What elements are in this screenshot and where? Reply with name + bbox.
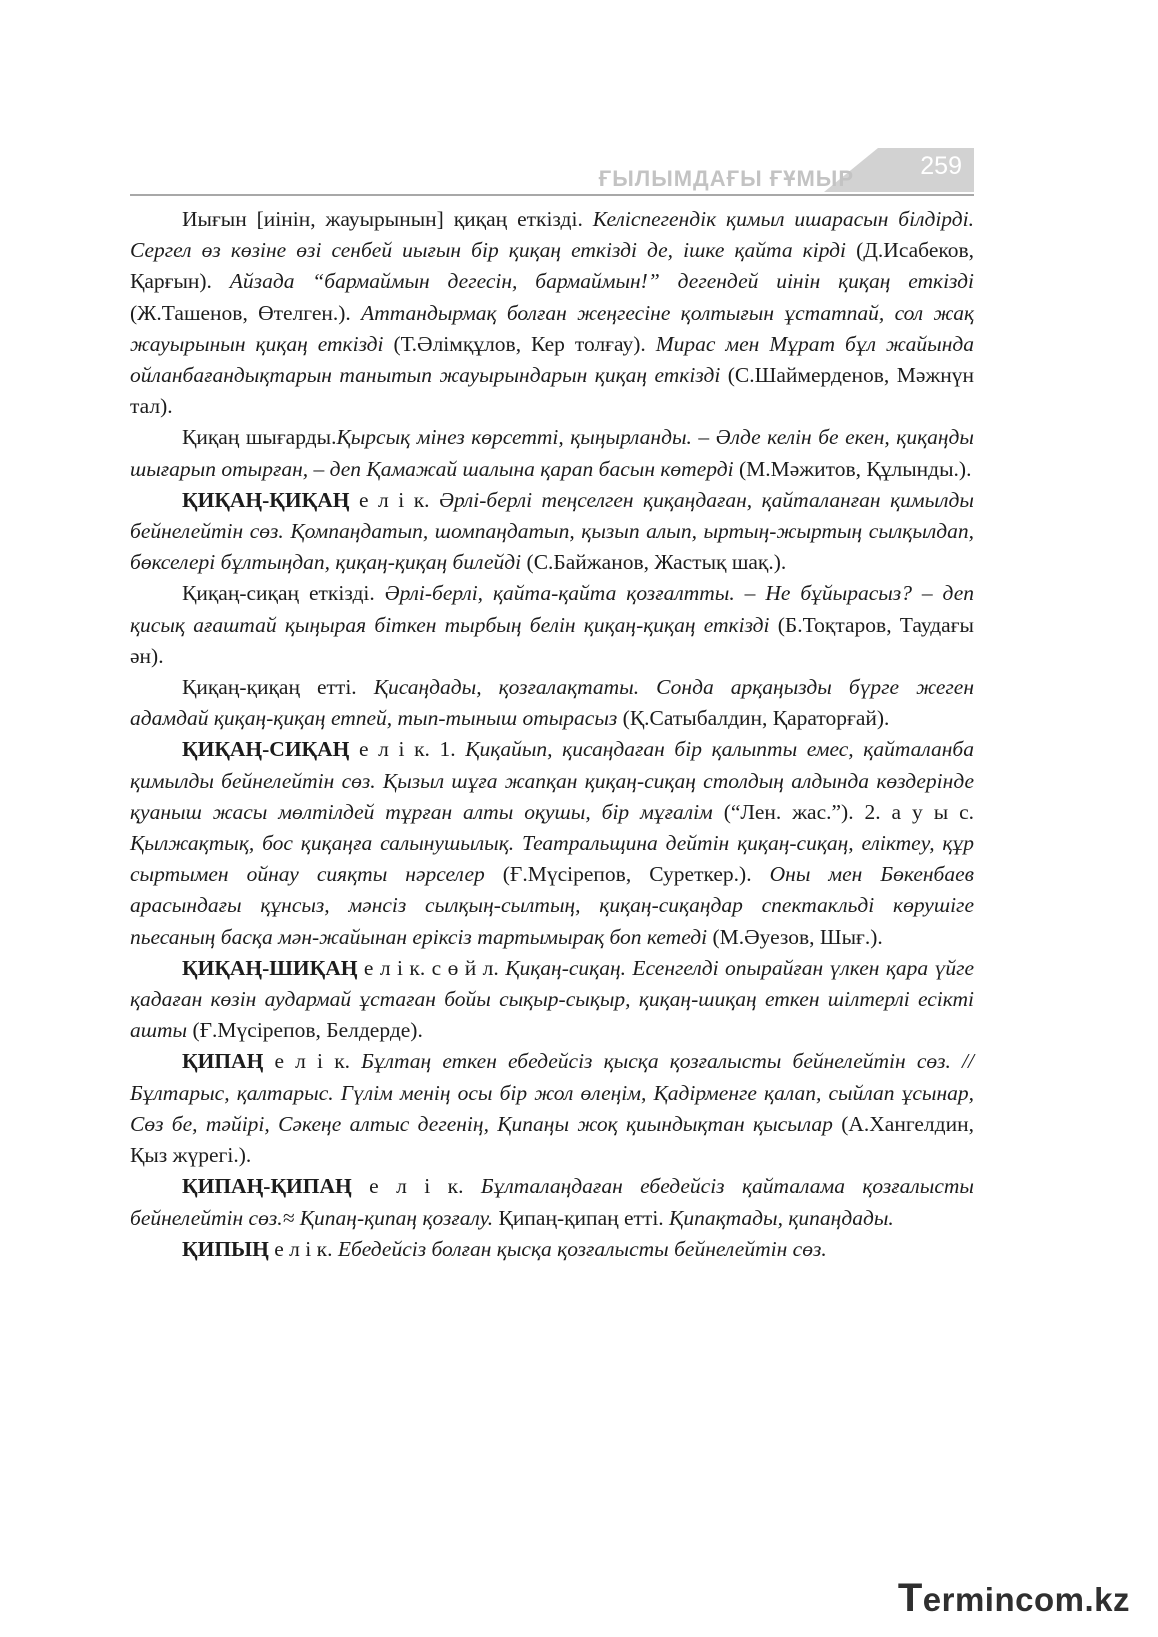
plain-text: (А.Хангелдин, Қыз жүрегі.). [130,1111,974,1168]
dictionary-paragraph [130,953,974,1047]
header-rule [130,194,974,196]
plain-text: (Ж.Ташенов, Өтелген.). [130,300,362,325]
headword: ҚИПАҢ-ҚИПАҢ [182,1174,352,1199]
plain-text: е л і к. с ө й л. [357,955,506,980]
dictionary-paragraph [130,1171,974,1233]
site-watermark: Termincom.kz [897,1576,1130,1620]
illustrative-text: Қипақтады, қипаңдады. [669,1205,894,1230]
plain-text: (С.Шаймерденов, Мәжнүн тал). [130,363,974,419]
dictionary-paragraph [130,485,974,579]
illustrative-text: Аттандырмақ болған жеңгесіне қолтығын ұстатпай, сол жақ жауырынын қиқаң еткізді [130,300,974,356]
plain-text: (Ғ.Мүсірепов, Суреткер.). [484,862,770,887]
illustrative-text: Мирас мен Мұрат бұл жайында ойланбағандықтарын танытып жауырындарын қиқаң еткізді [130,331,974,388]
illustrative-text: Келіспегендік қимыл ишарасын білдірді. Сергел өз көзіне өзі сенбей иығын бір қиқаң еткізді де, ішке қайта кірді [130,207,974,263]
headword: ҚИПЫҢ [182,1236,269,1261]
dictionary-paragraph [130,578,974,672]
running-header [130,148,974,196]
headword: ҚИПАҢ [182,1049,264,1074]
illustrative-text: Айзада “бармаймын дегесін, бармаймын!” дегендей иінін қиқаң еткізді [229,269,975,294]
dictionary-paragraph [130,734,974,952]
page-number: 259 [920,152,962,180]
headword: ҚИҚАҢ-ШИҚАҢ [182,955,358,980]
plain-text: (“Лен. жас.”). 2. а у ы с. [712,799,974,824]
plain-text: (Т.Әлімқұлов, Кер толғау). [383,331,656,356]
illustrative-text: Қиқайып, қисаңдаған бір қалыпты емес, қайталанба қимылды бейнелейтін сөз. Қызыл шұға жапқан қиқаң-сиқаң столдың алдында көздерінде қуаныш жасы мөлтілдей тұрған алты оқушы, бір мұғалім [130,737,974,824]
illustrative-text: Ебедейсіз болған қысқа қозғалысты бейнелейтін сөз. [337,1236,827,1261]
plain-text: (М.Мәжитов, Құлынды.). [733,456,972,481]
plain-text: (С.Байжанов, Жастық шақ.). [521,550,787,575]
illustrative-text: Әрлі-берлі, қайта-қайта қозғалтты. – Не бұйырасыз? – деп қисық ағаштай қыңырая біткен тырбың белін қиқаң-қиқаң еткізді [130,581,974,637]
plain-text: Иығын [иінін, жауырынын] қиқаң еткізді. [182,207,593,231]
plain-text: е л і к. 1. [349,737,466,762]
dictionary-paragraph [130,672,974,734]
dictionary-paragraph [130,204,974,422]
plain-text: (Б.Тоқтаров, Таудағы ән). [130,612,974,668]
headword: ҚИҚАҢ-ҚИҚАҢ [182,487,350,512]
plain-text: е л і к. [268,1236,338,1261]
plain-text: (Д.Исабеков, Қарғын). [130,238,975,294]
plain-text: (М.Әуезов, Шығ.). [707,924,883,949]
headword: ҚИҚАҢ-СИҚАҢ [182,737,350,762]
dictionary-text [130,204,974,1265]
plain-text: е л і к. [263,1049,362,1074]
plain-text: Қипаң-қипаң етті. [493,1205,670,1230]
plain-text: Қиқаң-қиқаң етті. [182,675,374,700]
plain-text: Қиқаң шығарды. [182,425,337,450]
plain-text: е л і к. [351,1174,481,1199]
illustrative-text: Қылжақтық, бос қиқаңға салынушылық. Театральщина дейтін қиқаң-сиқаң, еліктеу, құр сыртымен ойнау сияқты нәрселер [130,831,974,887]
dictionary-paragraph [130,422,974,484]
illustrative-text: Қырсық мінез көрсетті, қыңырланды. – Әлде келін бе екен, қиқаңды шығарып отырған, – деп Қамажай шалына қарап басын көтерді [130,425,974,481]
plain-text: е л і к. [349,487,440,512]
plain-text: (Қ.Сатыбалдин, Қараторғай). [617,706,890,731]
illustrative-text: Әрлі-берлі теңселген қиқаңдаған, қайталанған қимылды бейнелейтін сөз. Қомпаңдатып, шомпаңдатып, қызып алып, ыртың-жыртың сылқылдап, бөкселері бұлтыңдап, қиқаң-қиқаң билейді [130,487,974,575]
illustrative-text: Оны мен Бөкенбаев арасындағы құнсыз, мәнсіз сылқың-сылтың, қиқаң-сиқаңдар спектакльді көрушіге пьесаның басқа мән-жайынан еріксіз тартымырақ боп кетеді [130,862,974,949]
illustrative-text: Қисаңдады, қозғалақтаты. Сонда арқаңызды бүрге жеген адамдай қиқаң-қиқаң етпей, тып-тыныш отырасыз [130,675,974,731]
plain-text: Қиқаң-сиқаң еткізді. [182,581,385,606]
illustrative-text: Бұлталаңдаған ебедейсіз қайталама қозғалысты бейнелейтін сөз.≈ Қипаң-қипаң қозғалу. [130,1174,974,1230]
running-title: ҒЫЛЫМДАҒЫ ҒҰМЫР [598,166,854,191]
illustrative-text: Бұлтаң еткен ебедейсіз қысқа қозғалысты бейнелейтін сөз. // Бұлтарыс, қалтарыс. Гүлім менің осы бір жол өлеңім, Қадірменге қалап, сыйлап ұсынар, Сөз бе, тәйірі, Сәкеңе алтыс дегенің, Қипаңы жоқ қиындықтан қысылар [130,1049,974,1136]
plain-text: (Ғ.Мүсірепов, Белдерде). [187,1018,423,1043]
illustrative-text: Қиқаң-сиқаң. Есенгелді опырайған үлкен қара үйге қадаған көзін аудармай ұстаған бойы сықыр-сықыр, қиқаң-шиқаң еткен шілтерлі есікті ашты [130,955,975,1043]
dictionary-paragraph [130,1046,974,1171]
dictionary-paragraph [130,1234,974,1265]
